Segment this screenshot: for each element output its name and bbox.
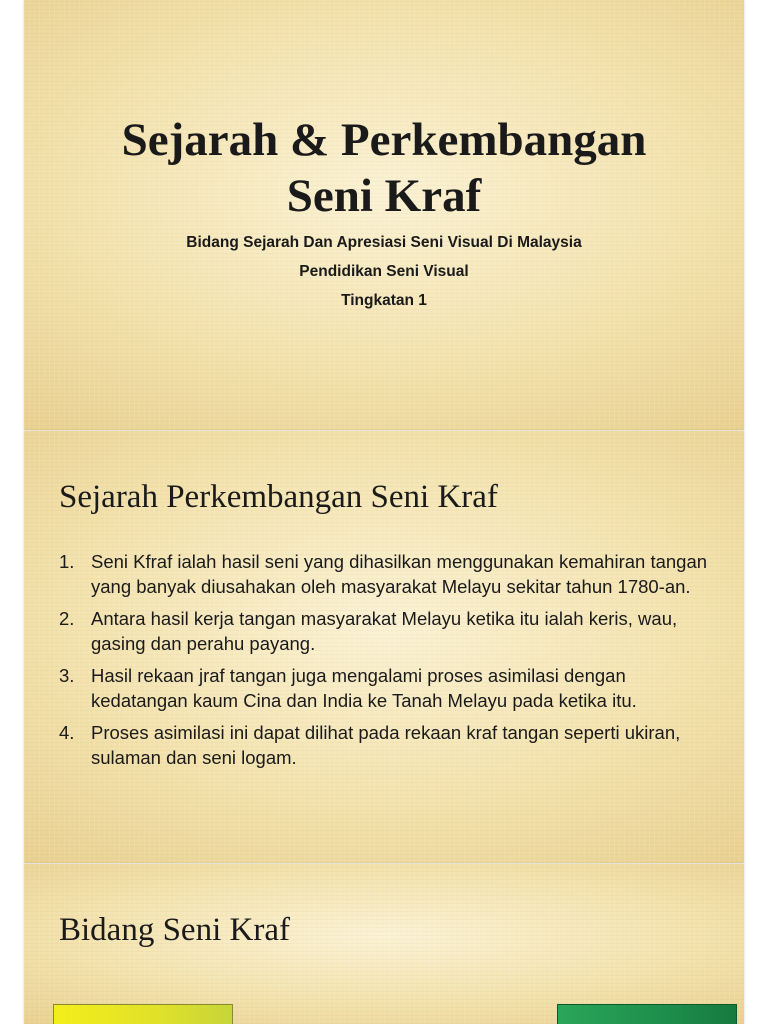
slide-heading: Bidang Seni Kraf	[59, 912, 290, 948]
green-shape	[557, 1004, 737, 1024]
list-item-number: 4.	[59, 722, 75, 743]
list-item-text: Antara hasil kerja tangan masyarakat Melayu ketika itu ialah keris, wau, gasing dan perahu payang.	[91, 608, 678, 654]
slide-craft-fields	[24, 864, 744, 1024]
list-item	[59, 606, 719, 656]
list-item-number: 1.	[59, 551, 75, 572]
title-line-1: Sejarah & Perkembangan	[121, 114, 647, 166]
slide-heading: Sejarah Perkembangan Seni Kraf	[59, 479, 498, 515]
list-item	[59, 663, 719, 713]
slide-history	[24, 431, 744, 863]
yellow-shape	[53, 1004, 233, 1024]
list-item-text: Seni Kfraf ialah hasil seni yang dihasilkan menggunakan kemahiran tangan yang banyak diusahakan oleh masyarakat Melayu sekitar tahun 1780-an.	[91, 551, 708, 597]
list-item-number: 3.	[59, 665, 75, 686]
list-item-text: Hasil rekaan jraf tangan juga mengalami proses asimilasi dengan kedatangan kaum Cina dan India ke Tanah Melayu pada ketika itu.	[91, 665, 637, 711]
list-item-number: 2.	[59, 608, 75, 629]
slide-title	[24, 0, 744, 430]
numbered-list	[59, 549, 719, 777]
subtitle-course: Pendidikan Seni Visual	[299, 263, 469, 280]
presentation-title	[24, 112, 744, 224]
subtitle-subject-area: Bidang Sejarah Dan Apresiasi Seni Visual Di Malaysia	[186, 234, 582, 251]
title-line-2: Seni Kraf	[286, 170, 482, 222]
subtitle-block	[24, 228, 744, 315]
list-item	[59, 549, 719, 599]
list-item-text: Proses asimilasi ini dapat dilihat pada rekaan kraf tangan seperti ukiran, sulaman dan seni logam.	[91, 722, 681, 768]
list-item	[59, 720, 719, 770]
subtitle-level: Tingkatan 1	[341, 292, 427, 309]
